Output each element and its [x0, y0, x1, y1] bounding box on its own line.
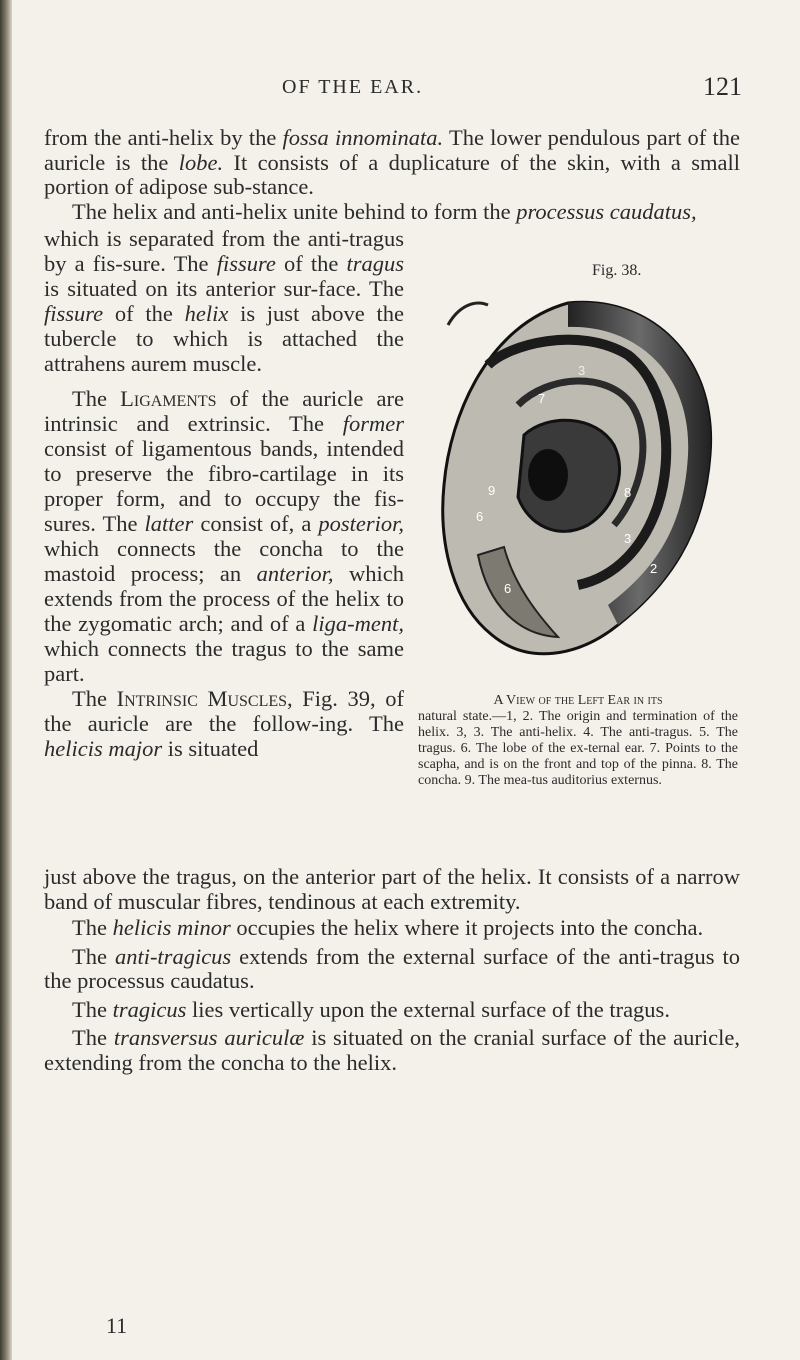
- italic-term: fissure: [44, 301, 104, 326]
- italic-term: lobe.: [178, 149, 224, 175]
- italic-term: anterior,: [256, 561, 334, 586]
- text-run: It consists of a duplicature of the skin, with a small portion of adipose sub-stance.: [44, 149, 740, 199]
- text-run: The: [72, 943, 115, 969]
- text-run: consist of, a: [193, 511, 319, 536]
- italic-term: helicis major: [44, 736, 163, 761]
- text-run: of the: [103, 301, 185, 326]
- paragraph-ligaments: [44, 386, 404, 686]
- paragraph-intro: [44, 126, 740, 200]
- paragraph-helicis-minor: [44, 916, 740, 941]
- italic-term: tragicus: [112, 996, 187, 1022]
- figure-number: 2: [650, 561, 658, 576]
- ear-illustration: [418, 285, 738, 685]
- italic-term: fossa innominata.: [282, 125, 444, 150]
- text-run: just above the tragus, on the anterior part of the helix. It consists of a narrow band of muscular fibres, tendinous at each extremity.: [44, 864, 740, 914]
- italic-term: helix: [184, 301, 229, 326]
- figure-number: 6: [504, 581, 512, 596]
- text-run: is situated on the cranial surface of the auricle, extending from the concha to the helix.: [44, 1025, 741, 1075]
- italic-term: liga-ment,: [312, 611, 404, 636]
- figure-number: 3: [578, 363, 586, 378]
- text-run: of the auricle are intrinsic and extrinsic. The: [44, 386, 404, 436]
- ear-drawing: [418, 285, 738, 685]
- paragraph-intrinsic-muscles: [44, 686, 404, 761]
- italic-term: fissure: [216, 251, 276, 276]
- figure-number: 8: [624, 485, 632, 500]
- text-run: The helix and anti-helix unite behind to form the: [72, 198, 517, 224]
- italic-term: posterior,: [318, 511, 404, 536]
- intro-text: [44, 126, 740, 224]
- text-run: occupies the helix where it projects into the concha.: [230, 915, 704, 940]
- italic-term: former: [342, 411, 404, 436]
- text-run: lies vertically upon the external surface of the tragus.: [186, 996, 670, 1022]
- text-run: Fig. 39, of the auricle are the follow-ing. The: [44, 686, 405, 736]
- page-number: 121: [703, 72, 742, 101]
- caption-body: natural state.—1, 2. The origin and termination of the helix. 3, 3. The anti-helix. 4. The anti-tragus. 5. The tragus. 6. The lobe of the ex-ternal ear. 7. Points to the scapha, and is on the front and top of the pinna. 8. The concha. 9. The mea-tus auditorius externus.: [418, 709, 738, 788]
- paragraph-helicis-major: [44, 865, 740, 914]
- caption-title: A View of the Left Ear in its: [493, 693, 663, 708]
- paragraph-processus: [44, 200, 740, 225]
- signature-mark: 11: [106, 1313, 128, 1338]
- paragraph-fissures: [44, 226, 404, 376]
- figure-number: 6: [476, 509, 484, 524]
- figure-number: 7: [538, 391, 546, 406]
- italic-term: helicis minor: [112, 915, 231, 940]
- paragraph-tragicus: [44, 998, 740, 1023]
- page-header: [282, 72, 742, 106]
- text-run: which connects the concha to the mastoid process; an: [44, 536, 404, 586]
- figure-label: Fig. 38.: [592, 262, 642, 279]
- paragraph-transversus: [44, 1026, 740, 1075]
- italic-term: anti-tragicus: [114, 943, 232, 969]
- small-caps-term: Ligaments: [120, 386, 217, 411]
- text-run: is situated on its anterior sur-face. The: [44, 276, 404, 301]
- left-column-text: [44, 226, 404, 761]
- text-run: from the anti-helix by the: [44, 125, 283, 150]
- text-run: The lower pendulous part of the auricle is the: [44, 125, 741, 175]
- lower-text: [44, 865, 740, 1075]
- italic-term: processus caudatus,: [516, 198, 697, 224]
- text-run: The: [72, 386, 121, 411]
- italic-term: latter: [144, 511, 194, 536]
- paragraph-anti-tragicus: [44, 945, 740, 994]
- text-run: is just above the tubercle to which is attached the attrahens aurem muscle.: [44, 301, 404, 376]
- figure-caption: [418, 693, 738, 789]
- text-run: The: [72, 915, 113, 940]
- text-run: consist of ligamentous bands, intended to preserve the fibro-cartilage in its proper form, and to occupy the fis-sures. The: [44, 436, 404, 536]
- text-run: The: [72, 996, 113, 1022]
- text-run: The: [72, 686, 117, 711]
- figure-number: 3: [624, 531, 632, 546]
- italic-term: transversus auriculæ: [113, 1025, 305, 1050]
- text-run: of the: [275, 251, 347, 276]
- book-spine-shadow: [0, 0, 12, 1360]
- text-run: which extends from the process of the helix to the zygomatic arch; and of a: [44, 561, 404, 636]
- text-run: The: [72, 1025, 114, 1050]
- figure-number: 9: [488, 483, 496, 498]
- italic-term: tragus: [346, 251, 405, 276]
- small-caps-term: Intrinsic Muscles,: [116, 686, 293, 711]
- text-run: which is separated from the anti-tragus by a fis-sure. The: [44, 226, 404, 276]
- running-head: OF THE EAR.: [282, 76, 424, 98]
- text-run: which connects the tragus to the same part.: [44, 636, 404, 686]
- text-run: extends from the external surface of the anti-tragus to the processus caudatus.: [44, 943, 741, 993]
- text-run: is situated: [162, 736, 259, 761]
